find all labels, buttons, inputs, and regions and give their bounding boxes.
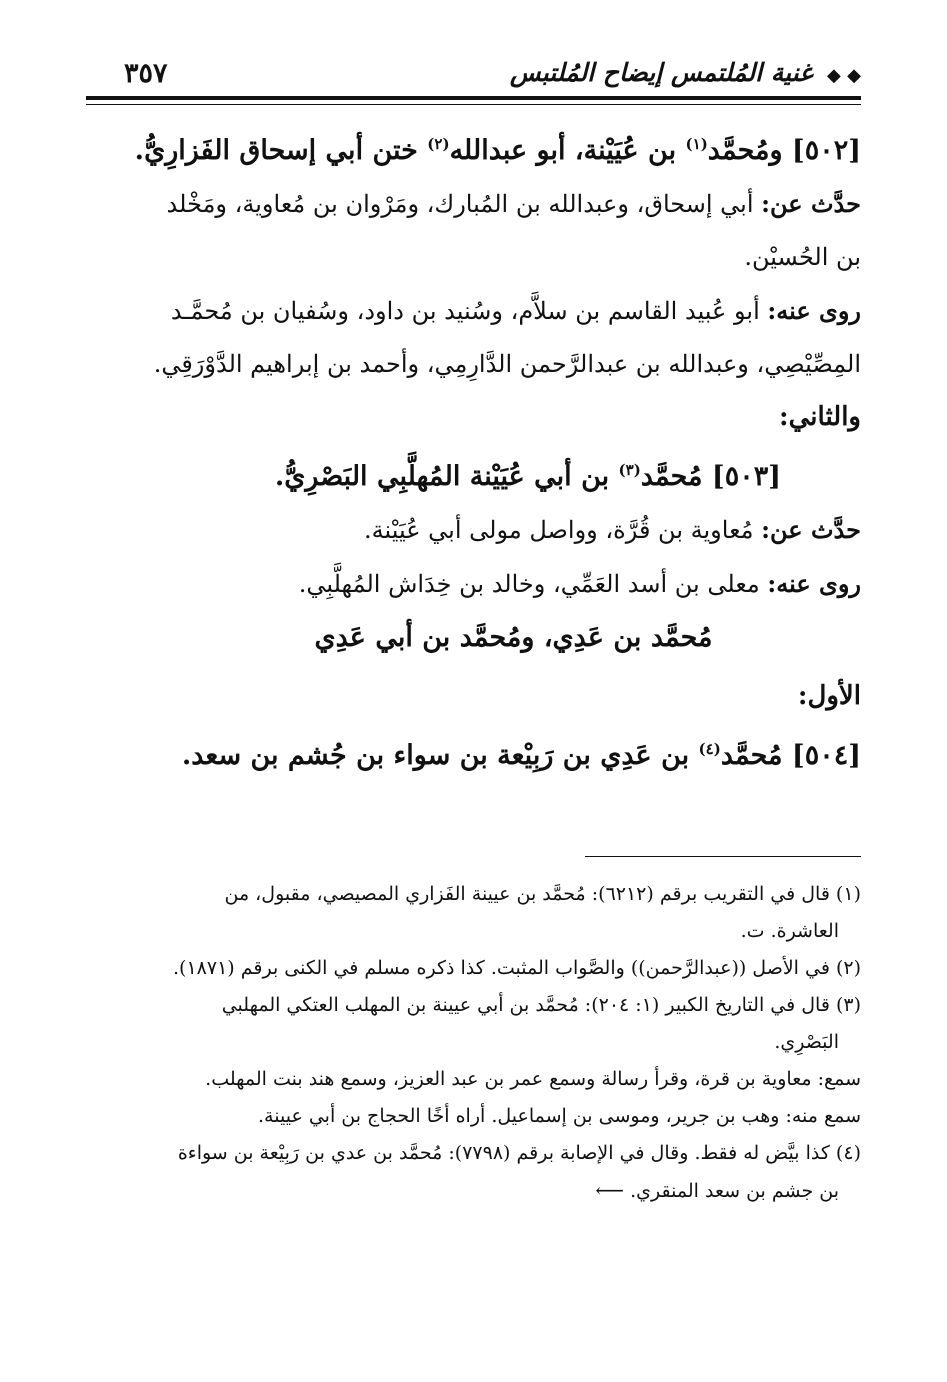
diamond-ornament-icon: ◆ ◆ bbox=[827, 65, 861, 86]
footnote-3: (٣) قال في التاريخ الكبير (١: ٢٠٤): مُحمَّد بن أبي عيينة بن المهلب العتكي المهلبي bbox=[221, 994, 861, 1016]
footnote-ref-4[interactable]: (٤) bbox=[698, 740, 721, 758]
continue-arrow-icon: ⟵ bbox=[595, 1178, 625, 1202]
entry-502-heard-from-cont: بن الحُسيْن. bbox=[744, 243, 861, 271]
entry-504-heading: [٥٠٤] مُحمَّد$^{(٤)}$ بن عَدِي بن رَبِيْعة بن سواء بن جُشم بن سعد. bbox=[181, 740, 861, 771]
main-text bbox=[86, 118, 861, 782]
running-header bbox=[86, 58, 861, 94]
heard-from-label: حدَّث عن: bbox=[761, 189, 861, 218]
footnote-1: (١) قال في التقريب برقم (٦٢١٢): مُحمَّد بن عيينة الفَزاري المصيصي، مقبول، من bbox=[224, 883, 861, 905]
header-rule-thick bbox=[86, 96, 861, 100]
narrated-by-label: روى عنه: bbox=[767, 569, 861, 598]
footnotes bbox=[86, 876, 861, 1210]
footnote-3-heard-by: سمع منه: وهب بن جرير، وموسى بن إسماعيل. أراه أخًا الحجاج بن أبي عيينة. bbox=[258, 1105, 861, 1127]
entry-503-narrated-by: روى عنه: معلى بن أسد العَمِّي، وخالد بن خِدَاش المُهلَّبِي. bbox=[298, 569, 861, 598]
header-rule-thin bbox=[86, 104, 861, 105]
footnote-3-cont: البَصْرِي. bbox=[774, 1031, 839, 1053]
entry-502-narrated-by: روى عنه: أبو عُبيد القاسم بن سلاَّم، وسُنيد بن داود، وسُفيان بن مُحمَّـد bbox=[170, 296, 861, 325]
footnote-2: (٢) في الأصل ((عبدالرَّحمن)) والصَّواب المثبت. كذا ذكره مسلم في الكنى برقم (١٨٧١). bbox=[173, 957, 861, 979]
narrated-by-label: روى عنه: bbox=[767, 296, 861, 325]
entry-502-narrated-by-cont: المِصِّيْصِي، وعبدالله بن عبدالرَّحمن الدَّارِمِي، وأحمد بن إبراهيم الدَّوْرَقِي. bbox=[153, 350, 861, 378]
footnote-ref-2[interactable]: (٢) bbox=[427, 135, 450, 153]
page-number: ٣٥٧ bbox=[124, 58, 168, 89]
footnote-separator bbox=[585, 856, 861, 857]
footnote-4-cont: بن جشم بن سعد المنقري. ⟵ bbox=[595, 1178, 839, 1202]
first-label: الأول: bbox=[797, 681, 861, 711]
entry-503-heading: [٥٠٣] مُحمَّد$^{(٣)}$ بن أبي عُيَيْنة المُهلَّبِي البَصْرِيُّ. bbox=[274, 461, 781, 492]
second-label: والثاني: bbox=[779, 402, 861, 432]
footnote-4: (٤) كذا بيَّض له فقط. وقال في الإصابة برقم (٧٧٩٨): مُحمَّد بن عدي بن رَبِيْعة بن سواءة bbox=[177, 1142, 861, 1164]
header-title bbox=[510, 58, 861, 87]
entry-503-heard-from: حدَّث عن: مُعاوية بن قُرَّة، وواصل مولى أبي عُيَيْنة. bbox=[364, 515, 861, 544]
footnote-1-cont: العاشرة. ت. bbox=[740, 920, 839, 942]
entry-502-heading: [٥٠٢] ومُحمَّد$^{(١)}$ بن عُيَيْنة، أبو عبدالله$^{(٢)}$ ختن أبي إسحاق الفَزارِيُّ. bbox=[134, 135, 861, 166]
entry-502-heard-from: حدَّث عن: أبي إسحاق، وعبدالله بن المُبارك، ومَرْوان بن مُعاوية، ومَخْلد bbox=[166, 189, 861, 218]
footnote-ref-3[interactable]: (٣) bbox=[618, 461, 641, 479]
book-title: غنية المُلتمس إيضاح المُلتبس bbox=[509, 58, 813, 87]
heard-from-label: حدَّث عن: bbox=[761, 515, 861, 544]
footnote-ref-1[interactable]: (١) bbox=[685, 135, 708, 153]
section-heading: مُحمَّد بن عَدِي، ومُحمَّد بن أبي عَدِي bbox=[314, 622, 713, 653]
footnote-3-heard: سمع: معاوية بن قرة، وقرأ رسالة وسمع عمر بن عبد العزيز، وسمع هند بنت المهلب. bbox=[205, 1068, 861, 1090]
